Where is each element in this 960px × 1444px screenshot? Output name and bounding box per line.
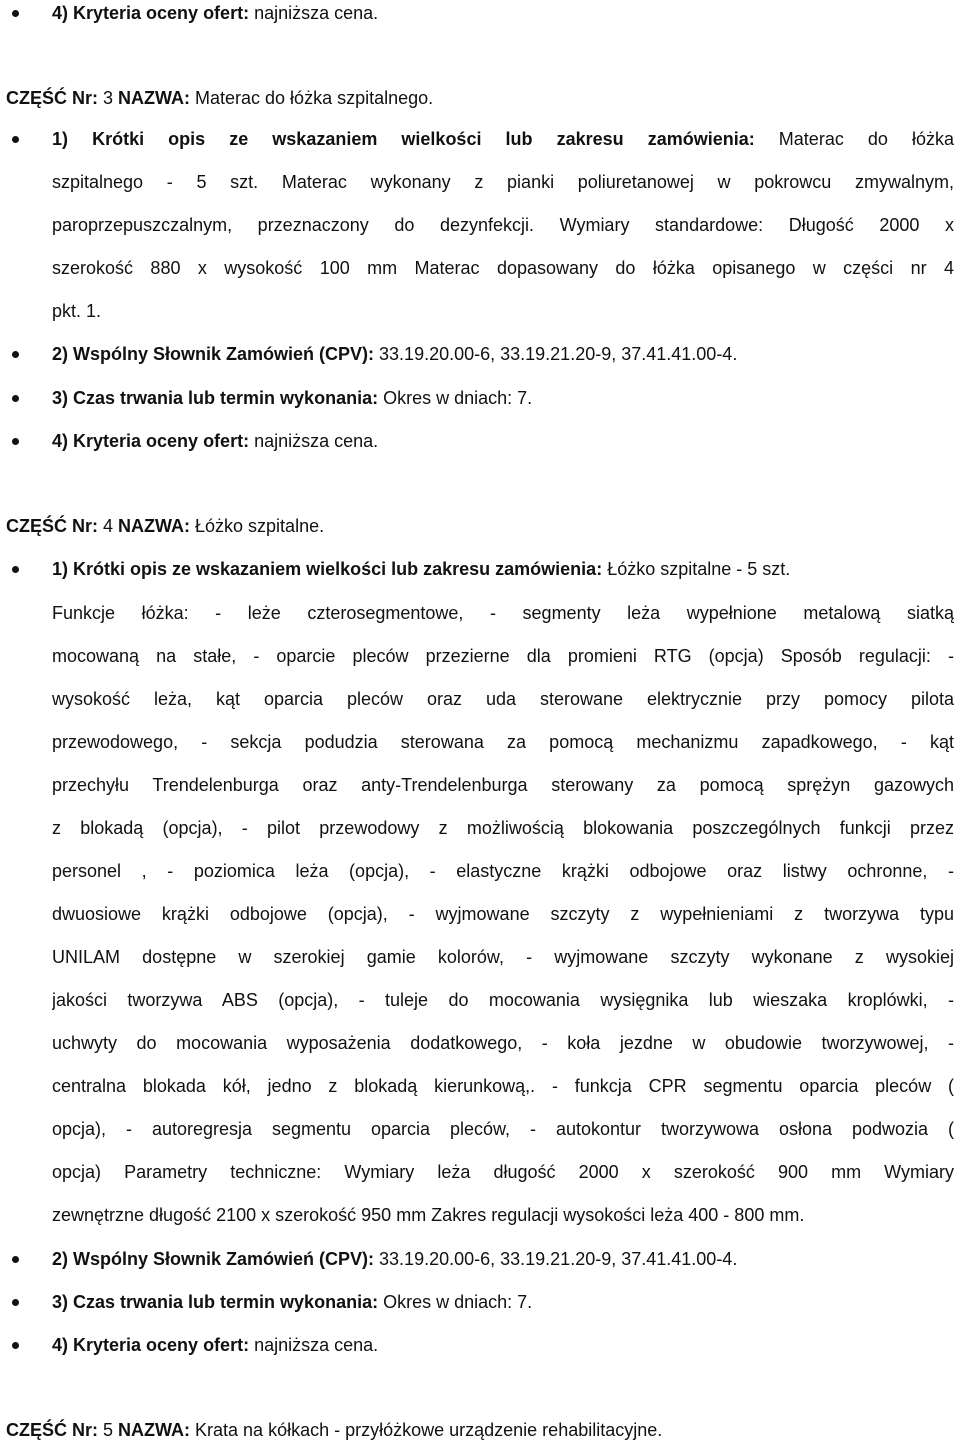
part4-cpv-value: 33.19.20.00-6, 33.19.21.20-9, 37.41.41.00-4. bbox=[374, 1249, 738, 1269]
part4-heading-name-value: Łóżko szpitalne. bbox=[190, 516, 325, 536]
bullet-icon bbox=[12, 566, 19, 573]
part3-desc-first-value: Materac do łóżka bbox=[754, 129, 954, 149]
bullet-icon bbox=[12, 351, 19, 358]
part3-cpv-label: 2) Wspólny Słownik Zamówień (CPV): bbox=[52, 344, 375, 364]
part3-cpv-value: 33.19.20.00-6, 33.19.21.20-9, 37.41.41.00-4. bbox=[374, 344, 738, 364]
part5-heading-name-label: NAZWA: bbox=[118, 1420, 191, 1440]
part3-desc-label: 1) Krótki opis ze wskazaniem wielkości lub zakresu zamówienia: bbox=[52, 129, 755, 149]
bullet-icon bbox=[12, 10, 19, 17]
part4-desc-line: opcja) Parametry techniczne: Wymiary leża długość 2000 x szerokość 900 mm Wymiary bbox=[52, 1162, 954, 1182]
bullet-icon bbox=[12, 1299, 19, 1306]
part4-desc-line: opcja), - autoregresja segmentu oparcia pleców, - autokontur tworzywowa osłona podwozia ( bbox=[52, 1119, 954, 1139]
part3-time-item bbox=[0, 386, 960, 410]
part4-desc-label: 1) Krótki opis ze wskazaniem wielkości lub zakresu zamówienia: bbox=[52, 559, 603, 579]
bullet-icon bbox=[12, 1256, 19, 1263]
part3-heading-number: 3 bbox=[98, 88, 119, 108]
part4-heading bbox=[0, 514, 960, 538]
part4-desc-line: uchwyty do mocowania wyposażenia dodatkowego, - koła jezdne w obudowie tworzywowej, - bbox=[52, 1033, 954, 1053]
part4-desc-line: centralna blokada kół, jedno z blokadą kierunkową,. - funkcja CPR segmentu oparcia pleców ( bbox=[52, 1076, 954, 1096]
part3-desc-line: pkt. 1. bbox=[52, 301, 102, 321]
part4-desc-line: dwuosiowe krążki odbojowe (opcja), - wyjmowane szczyty z wypełnieniami z tworzywa typu bbox=[52, 904, 954, 924]
part4-criteria-item bbox=[0, 1333, 960, 1357]
part3-heading-prefix: CZĘŚĆ Nr: bbox=[6, 88, 99, 108]
part4-heading-number: 4 bbox=[98, 516, 119, 536]
part5-heading-prefix: CZĘŚĆ Nr: bbox=[6, 1420, 99, 1440]
part3-desc-line: szpitalnego - 5 szt. Materac wykonany z pianki poliuretanowej w pokrowcu zmywalnym, bbox=[52, 172, 954, 192]
part5-heading-name-value: Krata na kółkach - przyłóżkowe urządzenie rehabilitacyjne. bbox=[190, 1420, 663, 1440]
part4-desc-line: przechyłu Trendelenburga oraz anty-Trendelenburga sterowany za pomocą sprężyn gazowych bbox=[52, 775, 954, 795]
part4-heading-name-label: NAZWA: bbox=[118, 516, 191, 536]
part3-heading bbox=[0, 86, 960, 110]
part3-criteria-item bbox=[0, 429, 960, 453]
part4-desc-line: jakości tworzywa ABS (opcja), - tuleje do mocowania wysięgnika lub wieszaka kroplówki, - bbox=[52, 990, 954, 1010]
part3-cpv-item bbox=[0, 342, 960, 366]
bullet-icon bbox=[12, 136, 19, 143]
part4-desc-line: UNILAM dostępne w szerokiej gamie kolorów, - wyjmowane szczyty wykonane z wysokiej bbox=[52, 947, 954, 967]
part3-heading-name-label: NAZWA: bbox=[118, 88, 191, 108]
part4-desc-line: mocowaną na stałe, - oparcie pleców przezierne dla promieni RTG (opcja) Sposób regulacji: - bbox=[52, 646, 954, 666]
part4-desc-item bbox=[0, 557, 960, 581]
part4-desc-line: z blokadą (opcja), - pilot przewodowy z możliwością blokowania poszczególnych funkcji przez bbox=[52, 818, 954, 838]
part3-desc-line: paroprzepuszczalnym, przeznaczony do dezynfekcji. Wymiary standardowe: Długość 2000 x bbox=[52, 215, 954, 235]
part5-heading-number: 5 bbox=[98, 1420, 119, 1440]
part4-desc-line: przewodowego, - sekcja podudzia sterowana za pomocą mechanizmu zapadkowego, - kąt bbox=[52, 732, 954, 752]
part3-desc-item bbox=[0, 127, 960, 151]
part4-desc-line: wysokość leża, kąt oparcia pleców oraz uda sterowane elektrycznie przy pomocy pilota bbox=[52, 689, 954, 709]
part4-cpv-label: 2) Wspólny Słownik Zamówień (CPV): bbox=[52, 1249, 375, 1269]
part4-desc-line: zewnętrzne długość 2100 x szerokość 950 mm Zakres regulacji wysokości leża 400 - 800 mm. bbox=[52, 1205, 805, 1225]
bullet-icon bbox=[12, 438, 19, 445]
part2-criteria-label: 4) Kryteria oceny ofert: bbox=[52, 3, 250, 23]
part2-criteria-value: najniższa cena. bbox=[249, 3, 379, 23]
part4-heading-prefix: CZĘŚĆ Nr: bbox=[6, 516, 99, 536]
part2-criteria-item bbox=[0, 1, 960, 25]
part4-desc-line: Funkcje łóżka: - leże czterosegmentowe, - segmenty leża wypełnione metalową siatką bbox=[52, 603, 954, 623]
part4-cpv-item bbox=[0, 1247, 960, 1271]
bullet-icon bbox=[12, 395, 19, 402]
part4-desc-line: personel , - poziomica leża (opcja), - elastyczne krążki odbojowe oraz listwy ochronne, - bbox=[52, 861, 954, 881]
part4-criteria-label: 4) Kryteria oceny ofert: bbox=[52, 1335, 250, 1355]
part4-time-label: 3) Czas trwania lub termin wykonania: bbox=[52, 1292, 379, 1312]
part3-time-label: 3) Czas trwania lub termin wykonania: bbox=[52, 388, 379, 408]
part3-criteria-value: najniższa cena. bbox=[249, 431, 379, 451]
part3-heading-name-value: Materac do łóżka szpitalnego. bbox=[190, 88, 434, 108]
part3-criteria-label: 4) Kryteria oceny ofert: bbox=[52, 431, 250, 451]
part5-heading bbox=[0, 1418, 960, 1442]
bullet-icon bbox=[12, 1342, 19, 1349]
part4-time-value: Okres w dniach: 7. bbox=[378, 1292, 533, 1312]
part4-criteria-value: najniższa cena. bbox=[249, 1335, 379, 1355]
part3-desc-line: szerokość 880 x wysokość 100 mm Materac dopasowany do łóżka opisanego w części nr 4 bbox=[52, 258, 954, 278]
part4-desc-first-value: Łóżko szpitalne - 5 szt. bbox=[602, 559, 791, 579]
part4-time-item bbox=[0, 1290, 960, 1314]
part3-time-value: Okres w dniach: 7. bbox=[378, 388, 533, 408]
